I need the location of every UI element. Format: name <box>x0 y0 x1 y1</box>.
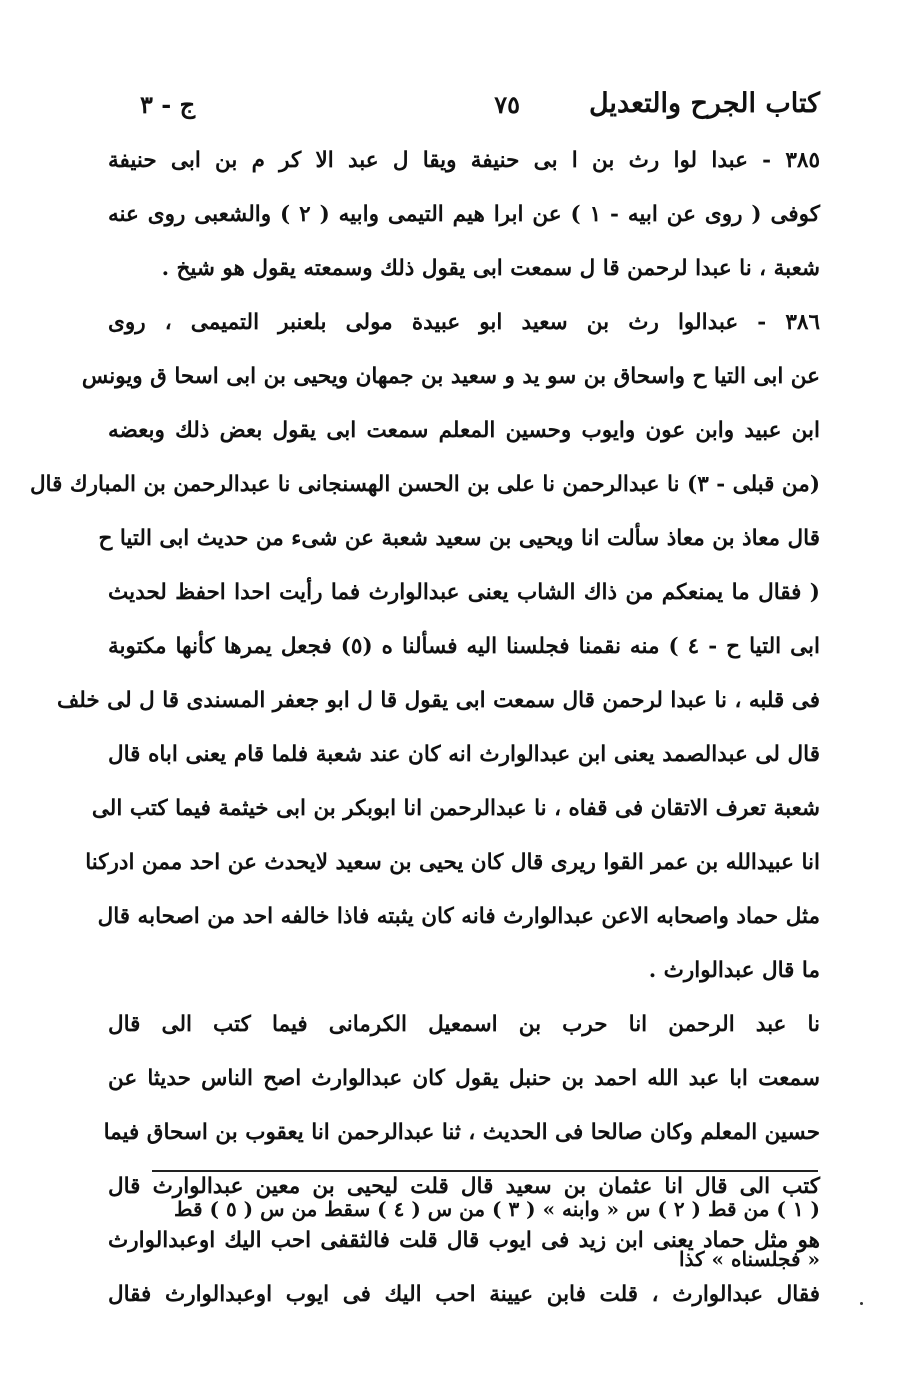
text-line: ابن عبيد وابن عون وايوب وحسين المعلم سمعت ابى يقول بعض ذلك وبعضه <box>108 418 820 443</box>
page-number: ٧٥ <box>494 90 520 119</box>
text-line: ما قال عبدالوارث . <box>648 958 820 983</box>
text-line: كوفى ( روى عن ابيه - ١ ) عن ابرا هيم التيمى وابيه ( ٢ ) والشعبى روى عنه <box>108 202 820 227</box>
page-header <box>140 88 820 128</box>
text-line: (من قبلى - ٣) نا عبدالرحمن نا على بن الحسن الهسنجانى نا عبدالرحمن بن المبارك قال <box>29 472 820 497</box>
text-line: قال معاذ بن معاذ سألت انا ويحيى بن سعيد شعبة عن شىء من حديث ابى التيا ح <box>98 526 820 551</box>
text-line: شعبة ، نا عبدا لرحمن قا ل سمعت ابى يقول ذلك وسمعته يقول هو شيخ . <box>161 256 820 281</box>
text-line: قال لى عبدالصمد يعنى ابن عبدالوارث انه كان عند شعبة فلما قام يعنى اباه قال <box>108 742 820 767</box>
text-line: مثل حماد واصحابه الاعن عبدالوارث فانه كان يثبته فاذا خالفه احد من اصحابه قال <box>97 904 820 929</box>
volume-label: ج - ٣ <box>140 90 196 119</box>
text-line: شعبة تعرف الاتقان فى قفاه ، نا عبدالرحمن انا ابوبكر بن ابى خيثمة فيما كتب الى <box>91 796 820 821</box>
text-line: ٣٨٦ - عبدالوا رث بن سعيد ابو عبيدة مولى بلعنبر التميمى ، روى <box>108 310 820 335</box>
text-line: سمعت ابا عبد الله احمد بن حنبل يقول كان عبدالوارث اصح الناس حديثا عن <box>108 1066 820 1091</box>
print-speck <box>860 1302 863 1305</box>
footnote-divider <box>152 1170 818 1172</box>
text-line: ٣٨٥ - عبدا لوا رث بن ا بى حنيفة ويقا ل عبد الا كر م بن ابى حنيفة <box>108 148 820 173</box>
text-line: عن ابى التيا ح واسحاق بن سو يد و سعيد بن جمهان ويحيى بن ابى اسحا ق ويونس <box>81 364 820 389</box>
text-line: كتب الى قال انا عثمان بن سعيد قال قلت ليحيى بن معين عبدالوارث قال <box>108 1174 820 1199</box>
text-line: نا عبد الرحمن انا حرب بن اسمعيل الكرمانى فيما كتب الى قال <box>108 1012 820 1037</box>
book-title: كتاب الجرح والتعديل <box>588 88 820 119</box>
footnotes <box>140 1184 820 1284</box>
footnote-line: ( ١ ) من قط ( ٢ ) س « وابنه » ( ٣ ) من س ( ٤ ) سقط من س ( ٥ ) قط <box>174 1197 820 1221</box>
text-line: حسين المعلم وكان صالحا فى الحديث ، ثنا عبدالرحمن انا يعقوب بن اسحاق فيما <box>103 1120 820 1145</box>
text-line: هو مثل حماد يعنى ابن زيد فى ايوب قال قلت فالثقفى احب اليك اوعبدالوارث <box>108 1228 820 1253</box>
text-line: ( فقال ما يمنعكم من ذاك الشاب يعنى عبدالوارث فما رأيت احدا احفظ لحديث <box>108 580 820 605</box>
text-line: فى قلبه ، نا عبدا لرحمن قال سمعت ابى يقول قا ل ابو جعفر المسندى قا ل لى خلف <box>57 688 820 713</box>
text-line: ابى التيا ح - ٤ ) منه نقمنا فجلسنا اليه فسألنا ه (٥) فجعل يمرها كأنها مكتوبة <box>108 634 821 659</box>
text-line: فقال عبدالوارث ، قلت فابن عيينة احب اليك فى ايوب اوعبدالوارث فقال <box>108 1282 820 1307</box>
text-line: انا عبيدالله بن عمر القوا ريرى قال كان يحيى بن سعيد لايحدث عن احد ممن ادركنا <box>85 850 820 875</box>
footnote-line: « فجلسناه » كذا <box>678 1247 820 1271</box>
main-text <box>29 134 821 1322</box>
